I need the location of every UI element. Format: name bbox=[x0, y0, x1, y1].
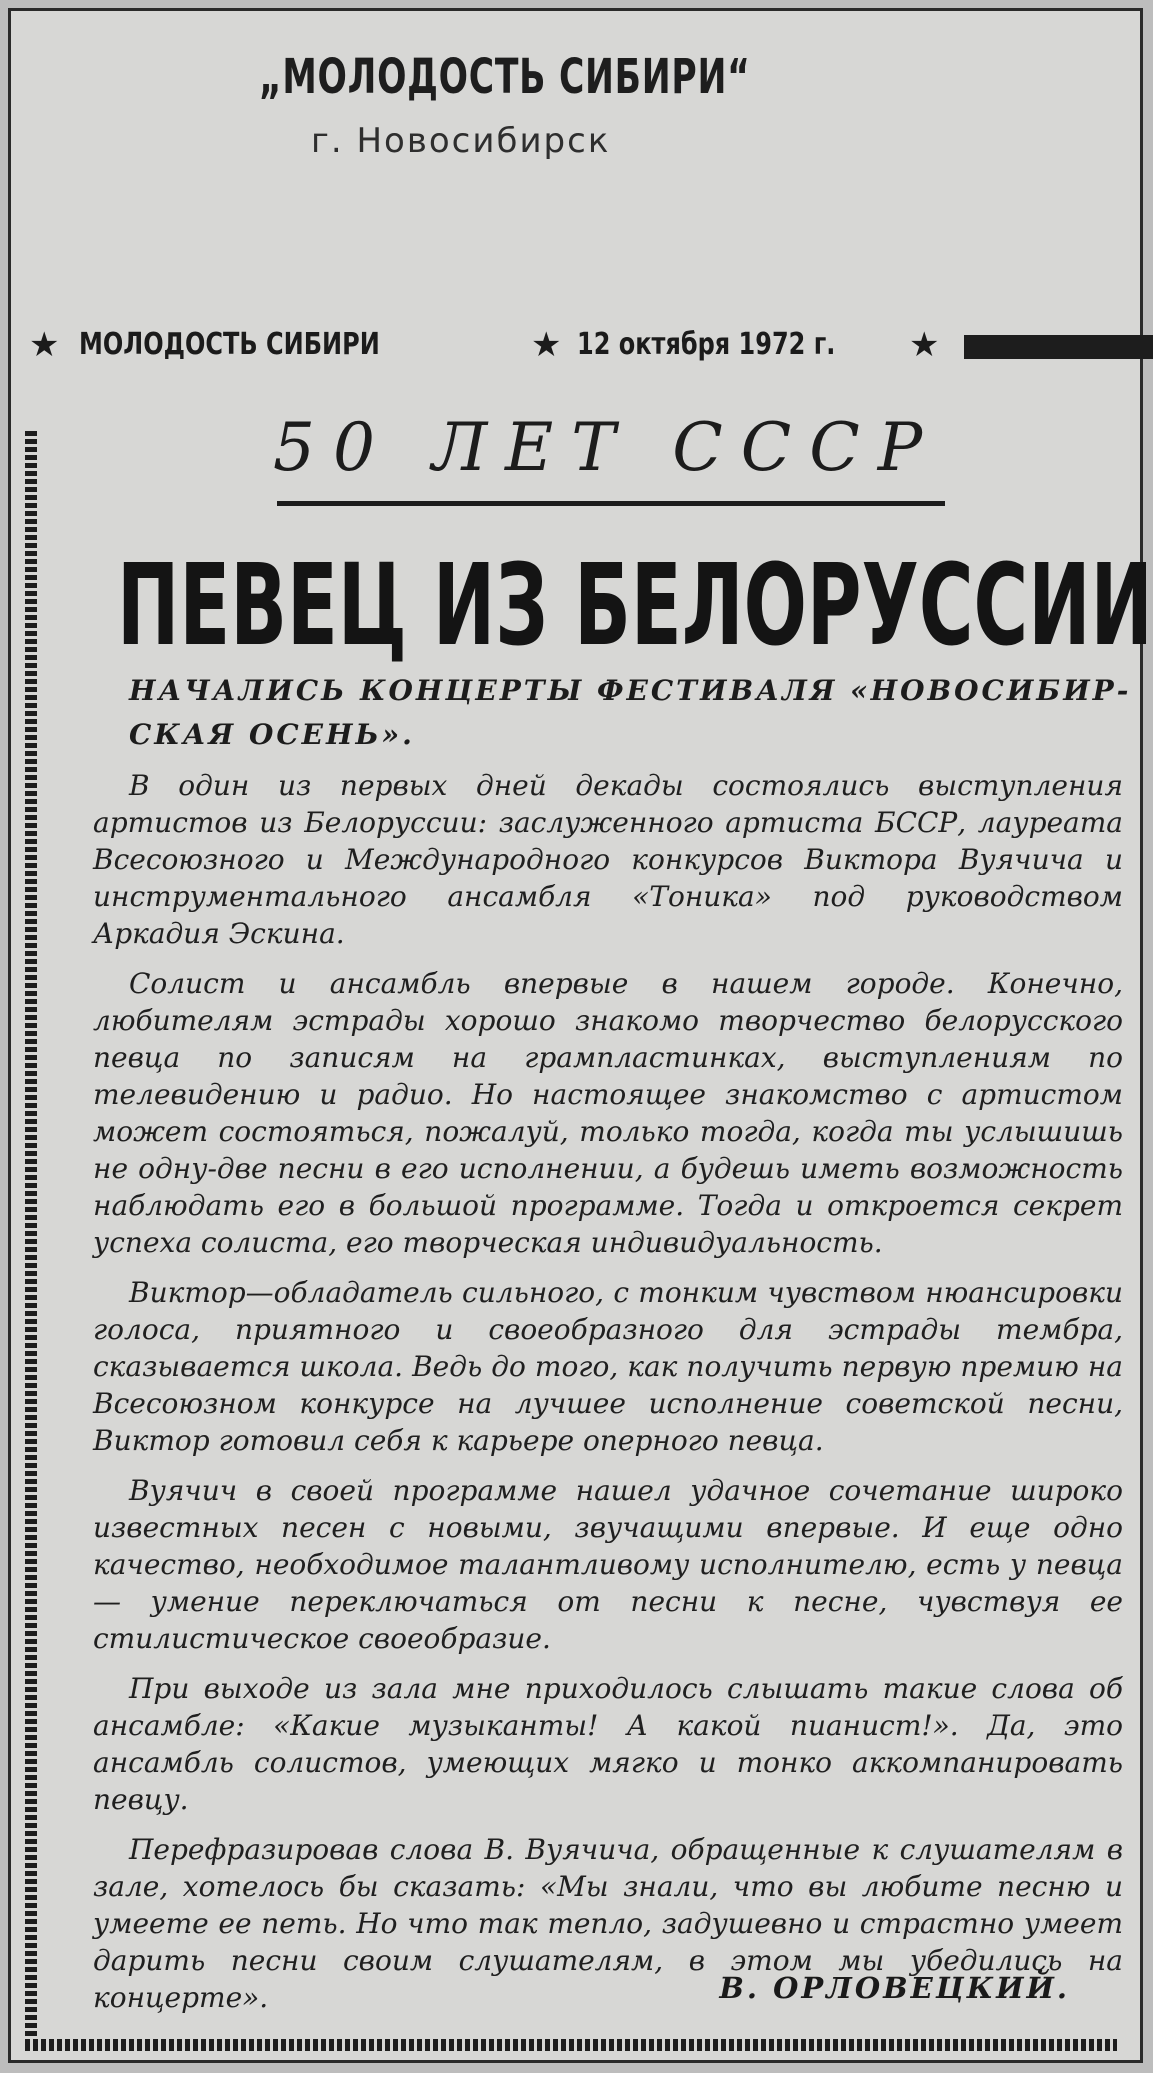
lead bbox=[129, 669, 1132, 757]
lead-line: НАЧАЛИСЬ КОНЦЕРТЫ ФЕСТИВАЛЯ «НОВОСИБИР- bbox=[129, 674, 1132, 707]
headline: ПЕВЕЦ ИЗ БЕЛОРУССИИ bbox=[117, 541, 1153, 671]
star-icon: ★ bbox=[29, 325, 60, 365]
paragraph: Вуячич в своей программе нашел удачное сочетание широко известных песен с новыми, звучащими впервые. И еще одно качество, необходимое талантливому исполнителю, есть у певца — умение переключаться от песни к песне, чувствуя ее стилистическое своеобразие. bbox=[93, 1474, 1123, 1655]
stamp-city: г. Новосибирск bbox=[311, 121, 611, 161]
masthead-newspaper-name: МОЛОДОСТЬ СИБИРИ bbox=[79, 327, 380, 362]
author-signature: В. ОРЛОВЕЦКИЙ. bbox=[719, 1971, 1070, 2005]
paragraph: Перефразировав слова В. Вуячича, обращенные к слушателям в зале, хотелось бы сказать: «Мы знали, что вы любите песню и умеете ее петь. Но что так тепло, задушевно и страстно умеет дарить песни своим слушателям, в этом мы убедились на концерте». bbox=[93, 1833, 1123, 2014]
star-icon: ★ bbox=[531, 325, 562, 365]
decorative-bottom-rule bbox=[25, 2039, 1117, 2051]
rubric-underline bbox=[277, 501, 945, 506]
rubric: 50 ЛЕТ СССР bbox=[273, 409, 941, 486]
newspaper-clipping bbox=[8, 8, 1153, 2063]
paragraph: Солист и ансамбль впервые в нашем городе. Конечно, любителям эстрады хорошо знакомо творчество белорусского певца по записям на грампластинках, выступлениям по телевидению и радио. Но настоящее знакомство с артистом может состояться, пожалуй, только тогда, когда ты услышишь не одну-две песни в его исполнении, а будешь иметь возможность наблюдать его в большой программе. Тогда и откроется секрет успеха солиста, его творческая индивидуальность. bbox=[93, 967, 1123, 1259]
star-icon: ★ bbox=[909, 325, 940, 365]
paragraph: В один из первых дней декады состоялись выступления артистов из Белоруссии: заслуженного артиста БССР, лауреата Всесоюзного и Международного конкурсов Виктора Вуячича и инструментального ансамбля «Тоника» под руководством Аркадия Эскина. bbox=[93, 769, 1123, 950]
paragraph: При выходе из зала мне приходилось слышать такие слова об ансамбле: «Какие музыканты! А какой пианист!». Да, это ансамбль солистов, умеющих мягко и тонко аккомпанировать певцу. bbox=[93, 1672, 1123, 1816]
paragraph: Виктор—обладатель сильного, с тонким чувством нюансировки голоса, приятного и своеобразного для эстрады тембра, сказывается школа. Ведь до того, как получить первую премию на Всесоюзном конкурсе на лучшее исполнение советской песни, Виктор готовил себя к карьере оперного певца. bbox=[93, 1276, 1123, 1457]
lead-line: СКАЯ ОСЕНЬ». bbox=[129, 718, 415, 751]
masthead bbox=[29, 323, 1153, 373]
masthead-bar bbox=[964, 335, 1153, 359]
article-body bbox=[93, 767, 1123, 2029]
decorative-left-rule bbox=[25, 431, 37, 2051]
masthead-date: 12 октября 1972 г. bbox=[577, 327, 836, 362]
stamp-newspaper-title: „МОЛОДОСТЬ СИБИРИ“ bbox=[259, 49, 751, 105]
